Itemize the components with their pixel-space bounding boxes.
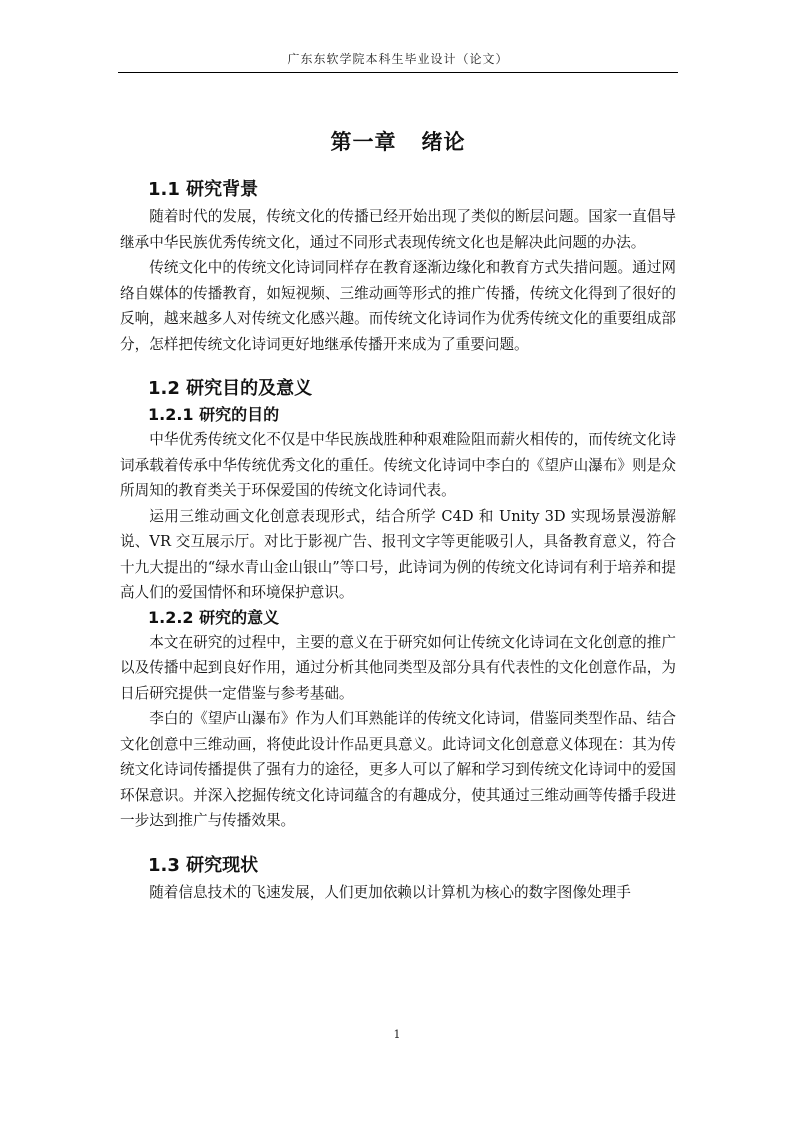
spacer <box>120 357 676 375</box>
paragraph: 中华优秀传统文化不仅是中华民族战胜种种艰难险阻而薪火相传的，而传统文化诗词承载着传承中华传统优秀文化的重任。传统文化诗词中李白的《望庐山瀑布》则是众所周知的教育类关于环保爱国的传统文化诗词代表。 <box>120 431 676 499</box>
header-divider <box>118 72 678 73</box>
paragraph: 本文在研究的过程中，主要的意义在于研究如何让传统文化诗词在文化创意的推广以及传播中起到良好作用，通过分析其他同类型及部分具有代表性的文化创意作品，为日后研究提供一定借鉴与参考基础。 <box>120 633 676 702</box>
spacer <box>120 834 676 852</box>
paragraph: 随着信息技术的飞速发展，人们更加依赖以计算机为核心的数字图像处理手 <box>149 883 631 901</box>
page-number: 1 <box>393 1028 401 1041</box>
chapter-title: 第一章 绪论 <box>330 130 466 154</box>
paragraph: 运用三维动画文化创意表现形式，结合所学 C4D 和 Unity 3D 实现场景漫游解说、VR 交互展示厅。对比于影视广告、报刊文字等更能吸引人，具备教育意义，符合十九大提出的“绿水青山金山银山”等口号，此诗词为例的传统文化诗词有利于培养和提高人们的爱国情怀和环境保护意识。 <box>120 507 676 601</box>
paragraph: 李白的《望庐山瀑布》作为人们耳熟能详的传统文化诗词，借鉴同类型作品、结合文化创意中三维动画，将使此设计作品更具意义。此诗词文化创意意义体现在：其为传统文化诗词传播提供了强有力的途径，更多人可以了解和学习到传统文化诗词中的爱国环保意识。并深入挖掘传统文化诗词蕴含的有趣成分，使其通过三维动画等传播手段进一步达到推广与传播效果。 <box>120 710 676 829</box>
section-heading-1-3: 1.3 研究现状 <box>148 854 259 876</box>
paragraph: 传统文化中的传统文化诗词同样存在教育逐渐边缘化和教育方式失措问题。通过网络自媒体的传播教育，如短视频、三维动画等形式的推广传播，传统文化得到了很好的反响，越来越多人对传统文化感兴趣。而传统文化诗词作为优秀传统文化的重要组成部分，怎样把传统文化诗词更好地继承传播开来成为了重要问题。 <box>120 259 676 353</box>
paragraph: 随着时代的发展，传统文化的传播已经开始出现了类似的断层问题。国家一直倡导继承中华民族优秀传统文化，通过不同形式表现传统文化也是解决此问题的办法。 <box>120 208 676 251</box>
subsection-heading-1-2-1: 1.2.1 研究的目的 <box>148 405 280 424</box>
section-heading-1-1: 1.1 研究背景 <box>148 179 259 200</box>
document-body <box>120 176 676 905</box>
subsection-heading-1-2-2: 1.2.2 研究的意义 <box>148 607 280 627</box>
page-header: 广东东软学院本科生毕业设计（论文） <box>287 52 509 66</box>
section-heading-1-2: 1.2 研究目的及意义 <box>148 378 313 399</box>
